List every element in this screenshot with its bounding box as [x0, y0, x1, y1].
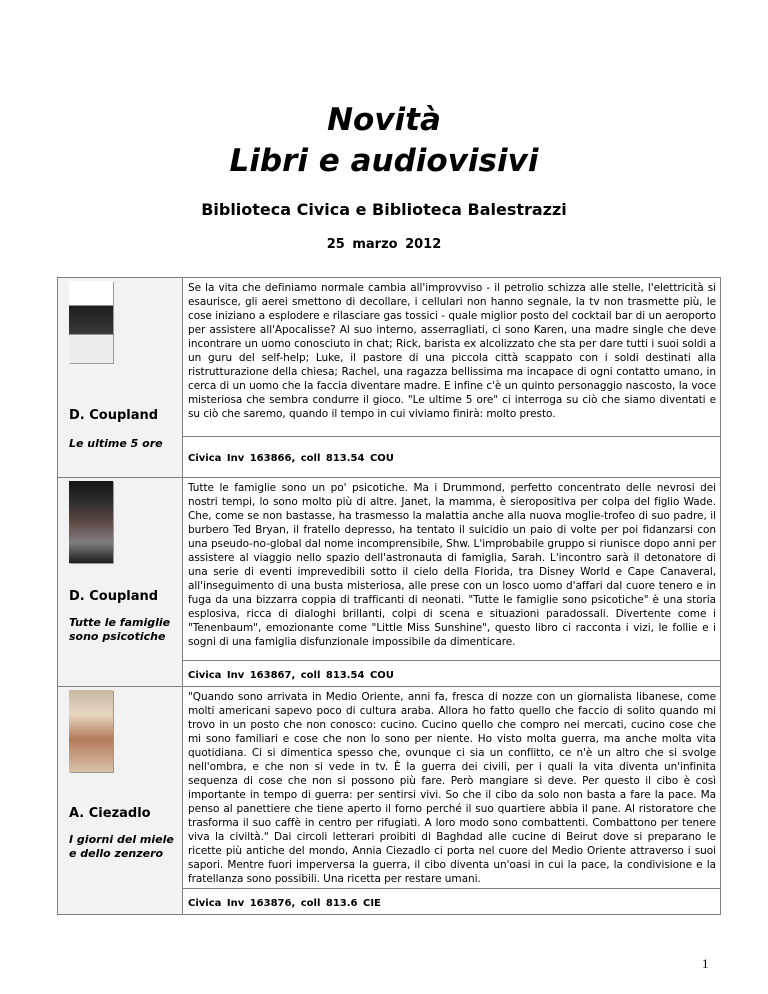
book-description: Tutte le famiglie sono un po' psicotiche. Ma i Drummond, perfetto concentrato delle nevrosi dei nostri tempi, lo sono molto più di altre. Janet, la mamma, è sieropositiva per colpa del figlio Wade. Che, come se non bastasse, ha trasmesso la malattia anche alla nuova moglie-trofeo di suo padre, il burbero Ted Bryan, il fratello depresso, ha tentato il suicidio un paio di volte per poi fidanzarsi con una pseudo-no-global dal nome incomprensibile, Shw. L'improbabile gruppo si riunisce dopo anni per assistere al viaggio nello spazio dell'astronauta di famiglia, Sarah. L'incontro sarà il detonatore di una serie di eventi imprevedibili sotto il cielo della Florida, tra Disney World e Cape Canaveral, all'inseguimento di una busta misteriosa, alle prese con un losco uomo d'affari dal cuore tenero e in fuga da una bizzarra coppia di trafficanti di neonati. "Tutte le famiglie sono psicotiche" è una storia esplosiva, ricca di dialoghi brillanti, colpi di scena e situazioni paradossali. Divertente come i "Tenenbaum", emozionante come "Little Miss Sunshine", questo libro ci racconta i vizi, le follie e i sogni di una famiglia disfunzionale impossibile da dimenticare. — [188, 482, 716, 648]
book-info-cell — [58, 278, 183, 478]
book-cover-image — [69, 281, 113, 363]
book-inventory: Civica Inv 163867, coll 813.54 COU — [188, 669, 394, 681]
book-description: Se la vita che definiamo normale cambia all'improvviso - il petrolio schizza alle stelle, l'elettricità si esaurisce, gli aerei smettono di decollare, i cellulari non hanno segnale, la tv non trasmette più, le cose iniziano a esplodere e rilasciare gas tossici - quale miglior posto del cocktail bar di un aeroporto per assistere all'Apocalisse? Al suo interno, asserragliati, ci sono Karen, una madre single che deve incontrare un uomo conosciuto in chat; Rick, barista ex alcolizzato che sta per dare tutti i suoi soldi a un guru del self-help; Luke, il pastore di una piccola città scappato con i soldi destinati alla ristrutturazione della chiesa; Rachel, una ragazza bellissima ma incapace di ogni contatto umano, in cerca di un uomo che la faccia diventare madre. E infine c'è un quinto personaggio nascosto, la voce misteriosa che sembra condurre il gioco. "Le ultime 5 ore" ci interroga su ciò che siamo diventati e su ciò che saremo, quando il tempo in cui viviamo finirà: molto presto. — [188, 282, 716, 420]
book-title: I giorni del miele e dello zenzero — [69, 833, 174, 860]
book-inventory-cell — [183, 661, 721, 687]
book-inventory-cell — [183, 889, 721, 915]
book-description-cell — [183, 687, 721, 889]
book-author: D. Coupland — [69, 408, 159, 423]
book-info-cell — [58, 478, 183, 687]
book-inventory: Civica Inv 163866, coll 813.54 COU — [188, 453, 394, 464]
page-number: 1 — [702, 956, 709, 971]
issue-date: 25 marzo 2012 — [326, 237, 442, 252]
book-inventory: Civica Inv 163876, coll 813.6 CIE — [188, 897, 381, 909]
page-subtitle: Libri e audiovisivi — [229, 143, 539, 179]
book-description-cell — [183, 278, 721, 437]
book-description-cell — [183, 478, 721, 661]
page-title: Novità — [327, 102, 441, 138]
book-author: D. Coupland — [69, 589, 159, 604]
book-row — [58, 687, 721, 889]
book-row — [58, 278, 721, 437]
book-inventory-cell — [183, 437, 721, 478]
library-name: Biblioteca Civica e Biblioteca Balestrazzi — [201, 200, 567, 219]
book-title: Tutte le famiglie sono psicotiche — [69, 616, 171, 643]
book-author: A. Ciezadlo — [69, 806, 151, 821]
book-info-cell — [58, 687, 183, 915]
book-cover-image — [69, 690, 113, 772]
book-catalog-table — [57, 277, 721, 915]
book-description: "Quando sono arrivata in Medio Oriente, anni fa, fresca di nozze con un giornalista libanese, come molti americani sapevo poco di cultura araba. Allora ho fatto quello che faccio di solito quando mi trovo in un posto che non conosco: cucino. Cucino quello che compro nei mercati, cucino cose che mi sono familiari e cose che non lo sono per niente. Ho visto molta guerra, ma anche molta vita quotidiana. Ci si dimentica spesso che, ovunque ci sia un conflitto, ce n'è un altro che si svolge nell'ombra, e che non si vede in tv. È la guerra dei civili, per i quali la vita diventa un'infinita sequenza di cose che non si possono più fare. Però mangiare si deve. Per questo il cibo è così importante in tempo di guerra: per sentirsi vivi. So che il cibo da solo non basta a fare la pace. Ma penso al panettiere che tiene aperto il forno perché il suo quartiere abbia il pane. Al ristoratore che trasforma il suo caffè in centro per rifugiati. A loro modo sono combattenti. Combattono per tenere viva la civiltà." Dai circoli letterari proibiti di Baghdad alle cucine di Beirut dove si preparano le ricette più antiche del mondo, Annia Ciezadlo ci porta nel cuore del Medio Oriente attraverso i suoi sapori. Mentre fuori imperversa la guerra, il cibo diventa un'oasi in cui la pace, la condivisione e la fratellanza sono possibili. Una ricetta per restare umani. — [188, 691, 716, 885]
book-title: Le ultime 5 ore — [69, 437, 163, 450]
book-cover-image — [69, 481, 113, 563]
book-row — [58, 478, 721, 661]
